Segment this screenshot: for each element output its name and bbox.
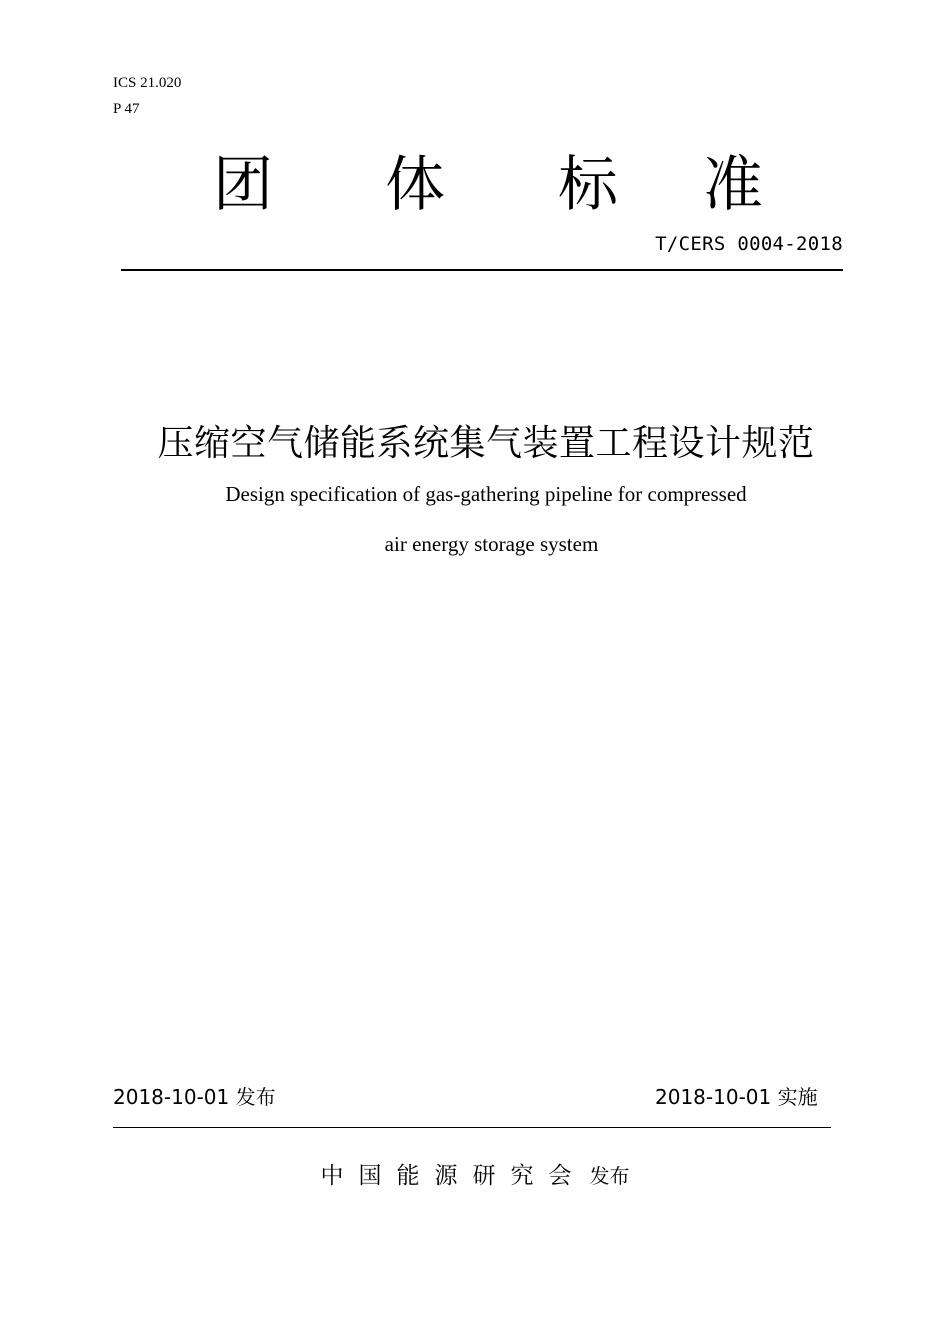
- bottom-divider: [113, 1127, 831, 1128]
- title-chinese: 压缩空气储能系统集气装置工程设计规范: [157, 423, 815, 464]
- group-standard-char: 体: [385, 150, 445, 220]
- title-english-line-1: Design specification of gas-gathering pipeline for compressed: [225, 482, 747, 506]
- publish-date: 2018-10-01 发布: [113, 1085, 276, 1109]
- group-standard-char: 标: [558, 150, 618, 220]
- publisher-line: [0, 1161, 950, 1192]
- top-divider: [121, 269, 843, 271]
- group-standard-char: 团: [213, 150, 273, 220]
- publisher-suffix: 发布: [589, 1164, 630, 1188]
- publisher-name: 中国能源研究会: [320, 1163, 587, 1189]
- implement-date: 2018-10-01 实施: [655, 1085, 818, 1109]
- ccs-code: P 47: [113, 101, 140, 117]
- standard-number: T/CERS 0004-2018: [655, 233, 843, 255]
- title-english-line-2: air energy storage system: [384, 532, 599, 556]
- group-standard-heading: [0, 150, 950, 220]
- group-standard-char: 准: [703, 150, 763, 220]
- ics-code: ICS 21.020: [113, 75, 182, 91]
